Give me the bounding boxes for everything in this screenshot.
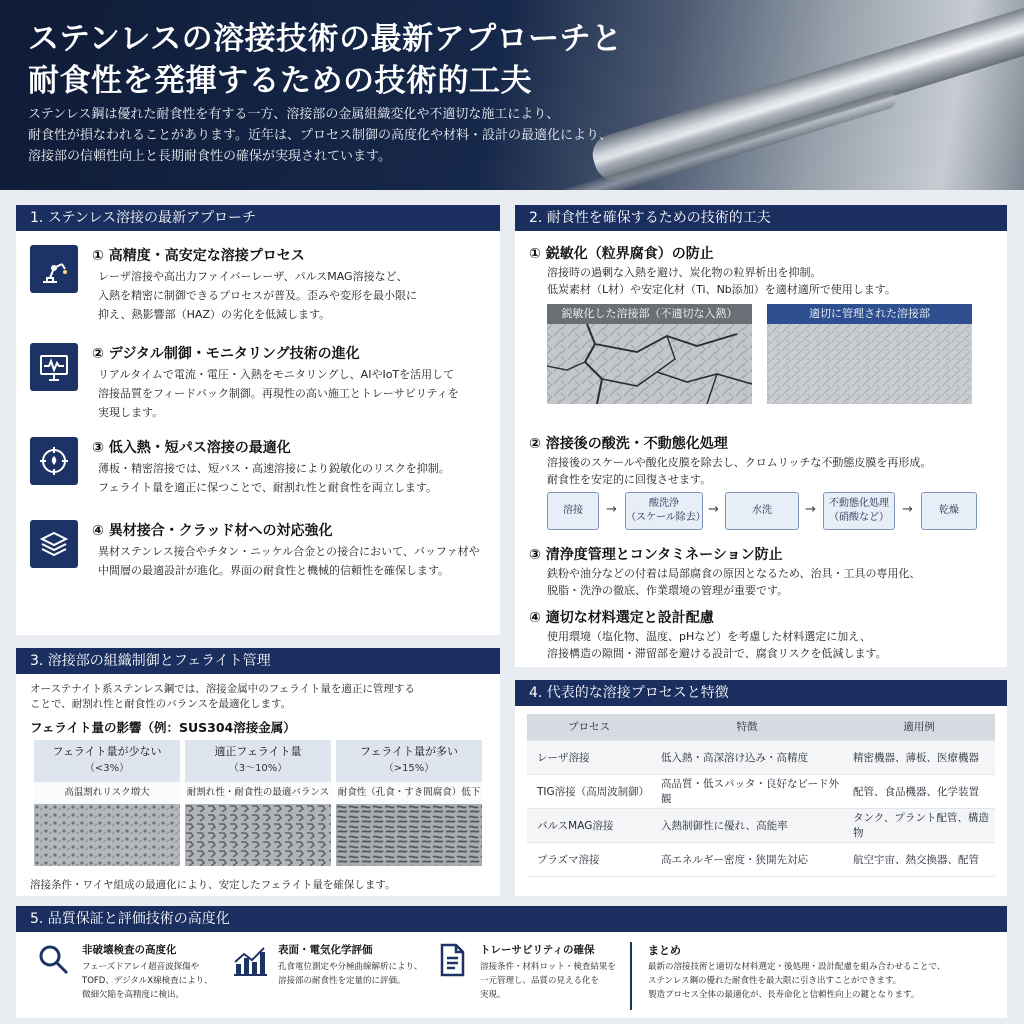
ferrite-optimal-micrograph bbox=[185, 804, 331, 866]
text-line: 溶接構造の隙間・滞留部を避ける設計で、腐食リスクを低減します。 bbox=[547, 647, 887, 660]
approach-title-1: ① 高精度・高安定な溶接プロセス bbox=[92, 248, 305, 264]
column-title: フェライト量が多い bbox=[359, 745, 459, 758]
page-title-line2: 耐食性を発揮するための技術的工夫 bbox=[28, 63, 532, 99]
flow-step-label: 酸洗浄 bbox=[649, 498, 679, 509]
table-cell: タンク、プラント配管、構造物 bbox=[843, 808, 995, 842]
ferrite-footer: 溶接条件・ワイヤ組成の最適化により、安定したフェライト量を確保します。 bbox=[30, 879, 396, 891]
table-cell: パルスMAG溶接 bbox=[527, 808, 651, 842]
approach-text-2 bbox=[98, 365, 508, 422]
flow-step-passivation bbox=[823, 492, 895, 530]
section4-panel bbox=[515, 680, 1007, 896]
approach-item-4 bbox=[30, 520, 500, 586]
column-title: 適正フェライト量 bbox=[214, 745, 302, 758]
ferrite-comparison bbox=[34, 740, 482, 866]
corrosion-point-3-text bbox=[547, 565, 997, 599]
flow-arrow: → bbox=[805, 502, 816, 517]
flow-step-pickling bbox=[625, 492, 706, 530]
quality-items bbox=[16, 942, 1007, 1014]
corrosion-point-2-text bbox=[547, 454, 997, 488]
text-line: 低炭素材（L材）や安定化材（Ti、Nb添加）を適材適所で使用します。 bbox=[547, 283, 896, 296]
text-line: 溶接後のスケールや酸化皮膜を除去し、クロムリッチな不動態皮膜を再形成。 bbox=[547, 456, 932, 469]
ferrite-low-column bbox=[34, 740, 180, 866]
flow-step-welding bbox=[547, 492, 599, 530]
column-header-applications: 適用例 bbox=[843, 714, 995, 740]
ferrite-low-micrograph bbox=[34, 804, 180, 866]
approach-text-4 bbox=[98, 542, 508, 580]
column-range: （>15%） bbox=[383, 763, 435, 774]
corrosion-point-1-title: ① 鋭敏化（粒界腐食）の防止 bbox=[529, 246, 714, 262]
approach-title-2: ② デジタル制御・モニタリング技術の進化 bbox=[92, 346, 360, 362]
document-icon bbox=[434, 942, 470, 978]
flow-step-label: 乾燥 bbox=[939, 505, 959, 516]
text-line: ステンレス鋼の優れた耐食性を最大限に引き出すことができます。 bbox=[648, 976, 902, 986]
flow-arrow: → bbox=[708, 502, 719, 517]
magnifier-icon bbox=[36, 942, 72, 978]
sensitized-weld-micrograph bbox=[547, 324, 752, 404]
hero-intro bbox=[28, 104, 668, 167]
quality-title-1: 非破壊検査の高度化 bbox=[82, 944, 177, 956]
column-header-features: 特徴 bbox=[651, 714, 843, 740]
intro-line2: 耐食性が損なわれることがあります。近年は、プロセス制御の高度化や材料・設計の最適化により、 bbox=[28, 128, 612, 143]
flow-step-sublabel: （硝酸など） bbox=[829, 512, 889, 523]
flow-arrow: → bbox=[606, 502, 617, 517]
text-line: 中間層の最適設計が進化。界面の耐食性と機械的信頼性を確保します。 bbox=[98, 564, 450, 577]
approach-item-1 bbox=[30, 245, 500, 325]
flow-step-rinse bbox=[725, 492, 799, 530]
quality-text-2 bbox=[278, 960, 428, 988]
section1-panel bbox=[16, 205, 500, 635]
approach-text-1 bbox=[98, 267, 508, 324]
text-line: 薄板・精密溶接では、短パス・高速溶接により鋭敏化のリスクを抑制。 bbox=[98, 462, 450, 475]
ferrite-high-column bbox=[336, 740, 482, 866]
text-line: 溶接部の耐食性を定量的に評価。 bbox=[278, 976, 406, 986]
text-line: 溶接条件・材料ロット・検査結果を bbox=[480, 962, 616, 972]
summary-divider bbox=[630, 942, 632, 1010]
table-cell: レーザ溶接 bbox=[527, 740, 651, 774]
section2-panel bbox=[515, 205, 1007, 667]
summary-text bbox=[648, 960, 998, 1002]
table-row bbox=[527, 740, 995, 774]
text-line: 使用環境（塩化物、温度、pHなど）を考慮した材料選定に加え、 bbox=[547, 630, 871, 643]
sensitized-weld-label: 鋭敏化した溶接部（不適切な入熱） bbox=[547, 304, 752, 324]
ferrite-high-header bbox=[336, 740, 482, 782]
table-row bbox=[527, 808, 995, 842]
approach-item-2 bbox=[30, 343, 500, 423]
text-line: 入熱を精密に制御できるプロセスが普及。歪みや変形を最小限に bbox=[98, 289, 417, 302]
text-line: 耐食性を安定的に回復させます。 bbox=[547, 473, 712, 486]
text-line: レーザ溶接や高出力ファイバーレーザ、パルスMAG溶接など、 bbox=[98, 270, 408, 283]
flow-arrow: → bbox=[902, 502, 913, 517]
corrosion-point-2-title: ② 溶接後の酸洗・不動態化処理 bbox=[529, 436, 728, 452]
corrosion-point-4-title: ④ 適切な材料選定と設計配慮 bbox=[529, 610, 714, 626]
ferrite-high-micrograph bbox=[336, 804, 482, 866]
intro-line3: 溶接部の信頼性向上と長期耐食性の確保が実現されています。 bbox=[28, 149, 391, 164]
table-cell: 配管、食品機器、化学装置 bbox=[843, 774, 995, 808]
corrosion-point-3-title: ③ 清浄度管理とコンタミネーション防止 bbox=[529, 547, 783, 563]
section3-heading: 3. 溶接部の組織制御とフェライト管理 bbox=[16, 648, 500, 674]
section2-heading: 2. 耐食性を確保するための技術的工夫 bbox=[515, 205, 1007, 231]
text-line: 最新の溶接技術と適切な材料選定・後処理・設計配慮を組み合わせることで、 bbox=[648, 962, 946, 972]
text-line: 実現します。 bbox=[98, 406, 164, 419]
table-cell: 高品質・低スパッタ・良好なビード外観 bbox=[651, 774, 843, 808]
text-line: 実現。 bbox=[480, 990, 506, 1000]
monitor-waveform-icon bbox=[30, 343, 78, 391]
table-cell: 低入熱・高深溶け込み・高精度 bbox=[651, 740, 843, 774]
approach-title-4: ④ 異材接合・クラッド材への対応強化 bbox=[92, 523, 333, 539]
section4-heading: 4. 代表的な溶接プロセスと特徴 bbox=[515, 680, 1007, 706]
column-title: フェライト量が少ない bbox=[52, 745, 162, 758]
text-line: ことで、耐割れ性と耐食性のバランスを最適化します。 bbox=[30, 698, 292, 710]
table-cell: 精密機器、薄板、医療機器 bbox=[843, 740, 995, 774]
text-line: オーステナイト系ステンレス鋼では、溶接金属中のフェライト量を適正に管理する bbox=[30, 683, 415, 695]
approach-item-3 bbox=[30, 437, 500, 503]
table-header-row bbox=[527, 714, 995, 740]
quality-text-3 bbox=[480, 960, 620, 1002]
heat-target-icon bbox=[30, 437, 78, 485]
ferrite-low-header bbox=[34, 740, 180, 782]
page-title-line1: ステンレスの溶接技術の最新アプローチと bbox=[28, 21, 623, 57]
table-row bbox=[527, 842, 995, 876]
text-line: 孔食電位測定や分極曲線解析により、 bbox=[278, 962, 423, 972]
table-cell: 入熱制御性に優れ、高能率 bbox=[651, 808, 843, 842]
corrosion-point-1-text bbox=[547, 264, 997, 298]
text-line: 溶接品質をフィードバック制御。再現性の高い施工とトレーサビリティを bbox=[98, 387, 459, 400]
approach-title-3: ③ 低入熱・短パス溶接の最適化 bbox=[92, 440, 291, 456]
ferrite-optimal-header bbox=[185, 740, 331, 782]
summary-title: まとめ bbox=[648, 944, 681, 957]
flow-step-sublabel: （スケール除去） bbox=[626, 512, 706, 523]
flow-step-label: 水洗 bbox=[752, 505, 772, 516]
ferrite-subheading: フェライト量の影響（例：SUS304溶接金属） bbox=[30, 720, 296, 735]
text-line: 一元管理し、品質の見える化を bbox=[480, 976, 600, 986]
text-line: 溶接時の過剰な入熱を避け、炭化物の粒界析出を抑制。 bbox=[547, 266, 822, 279]
table-cell: プラズマ溶接 bbox=[527, 842, 651, 876]
text-line: 鉄粉や油分などの付着は局部腐食の原因となるため、治具・工具の専用化、 bbox=[547, 567, 921, 580]
ferrite-high-note: 耐食性（孔食・すき間腐食）低下 bbox=[336, 782, 482, 804]
section3-panel bbox=[16, 648, 500, 896]
managed-weld-label: 適切に管理された溶接部 bbox=[767, 304, 972, 324]
robot-arm-icon bbox=[30, 245, 78, 293]
quality-title-2: 表面・電気化学評価 bbox=[278, 944, 373, 956]
text-line: フェライト量を適正に保つことで、耐割れ性と耐食性を両立します。 bbox=[98, 481, 438, 494]
text-line: フェーズドアレイ超音波探傷や bbox=[82, 962, 200, 972]
flow-step-drying bbox=[921, 492, 977, 530]
text-line: 微細欠陥を高精度に検出。 bbox=[82, 990, 185, 1000]
pickling-process-flow bbox=[547, 492, 987, 530]
hero-banner bbox=[0, 0, 1024, 190]
managed-weld-micrograph bbox=[767, 324, 972, 404]
table-row bbox=[527, 774, 995, 808]
process-table bbox=[527, 714, 995, 877]
quality-text-1 bbox=[82, 960, 222, 1002]
text-line: 抑え、熱影響部（HAZ）の劣化を低減します。 bbox=[98, 308, 331, 321]
approach-text-3 bbox=[98, 459, 508, 497]
quality-title-3: トレーサビリティの確保 bbox=[480, 944, 595, 956]
text-line: 製造プロセス全体の最適化が、長寿命化と信頼性向上の鍵となります。 bbox=[648, 990, 920, 1000]
table-cell: TIG溶接（高周波制御） bbox=[527, 774, 651, 808]
section5-panel bbox=[16, 906, 1007, 1018]
ferrite-intro bbox=[30, 682, 490, 712]
flow-step-label: 不動態化処理 bbox=[829, 498, 889, 509]
column-range: （3～10%） bbox=[228, 763, 288, 774]
bar-chart-icon bbox=[232, 942, 268, 978]
text-line: 脱脂・洗浄の徹底、作業環境の管理が重要です。 bbox=[547, 584, 789, 597]
ferrite-optimal-note: 耐割れ性・耐食性の最適バランス bbox=[185, 782, 331, 804]
section1-heading: 1. ステンレス溶接の最新アプローチ bbox=[16, 205, 500, 231]
text-line: リアルタイムで電流・電圧・入熱をモニタリングし、AIやIoTを活用して bbox=[98, 368, 455, 381]
ferrite-low-note: 高温割れリスク増大 bbox=[34, 782, 180, 804]
column-range: （<3%） bbox=[84, 763, 130, 774]
intro-line1: ステンレス鋼は優れた耐食性を有する一方、溶接部の金属組織変化や不適切な施工により、 bbox=[28, 107, 560, 122]
flow-step-label: 溶接 bbox=[563, 505, 583, 516]
page-title bbox=[28, 18, 668, 102]
table-cell: 高エネルギー密度・狭開先対応 bbox=[651, 842, 843, 876]
column-header-process: プロセス bbox=[527, 714, 651, 740]
table-cell: 航空宇宙、熱交換器、配管 bbox=[843, 842, 995, 876]
section5-heading: 5. 品質保証と評価技術の高度化 bbox=[16, 906, 1007, 932]
text-line: TOFD、デジタルX線検査により、 bbox=[82, 976, 213, 986]
corrosion-point-4-text bbox=[547, 628, 997, 662]
text-line: 異材ステンレス接合やチタン・ニッケル合金との接合において、バッファ材や bbox=[98, 545, 480, 558]
layers-icon bbox=[30, 520, 78, 568]
ferrite-optimal-column bbox=[185, 740, 331, 866]
